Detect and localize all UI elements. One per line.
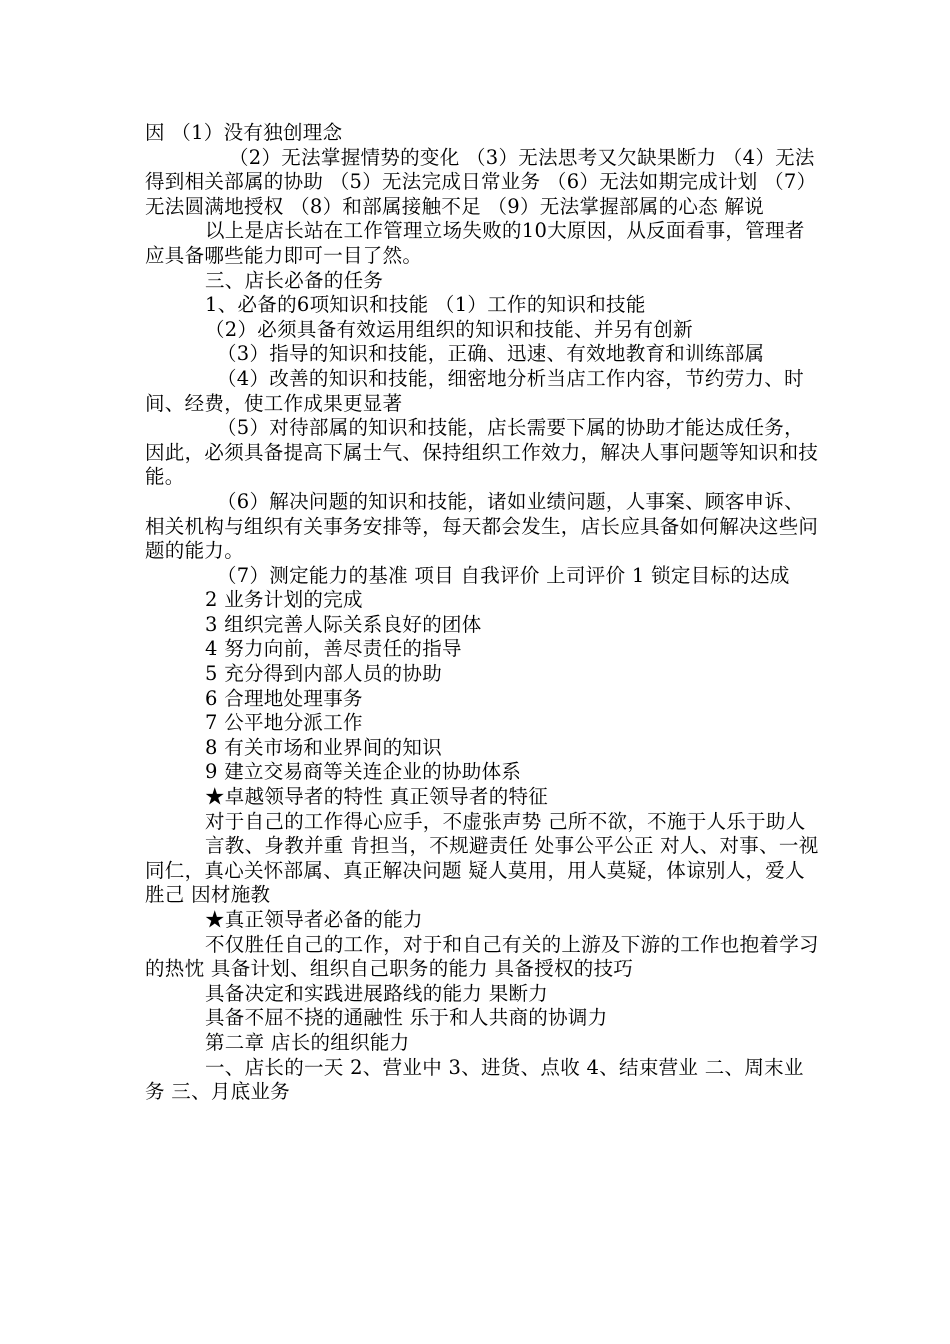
paragraph: 以上是店长站在工作管理立场失败的10大原因，从反面看事，管理者应具备哪些能力即可一目了然。 (145, 219, 805, 267)
section-heading: ★真正领导者必备的能力 (205, 908, 423, 931)
paragraph: 不仅胜任自己的工作，对于和自己有关的上游及下游的工作也抱着学习的热忱 具备计划、组织自己职务的能力 具备授权的技巧 (145, 932, 819, 981)
list-item: 2 业务计划的完成 (205, 588, 363, 612)
paragraph: 言教、身教并重 肯担当，不规避责任 处事公平公正 对人、对事、一视同仁，真心关怀部属、真正解决问题 疑人莫用，用人莫疑，体谅别人，爱人胜己 因材施教 (145, 834, 819, 907)
section-heading: 三、店长必备的任务 (205, 268, 384, 292)
list-item: 8 有关市场和业界间的知识 (205, 735, 443, 759)
chapter-heading: 第二章 店长的组织能力 (205, 1030, 410, 1054)
list-item: 3 组织完善人际关系良好的团体 (205, 612, 482, 636)
paragraph: （7）测定能力的基准 项目 自我评价 上司评价 1 锁定目标的达成 (217, 563, 790, 587)
list-item: 5 充分得到内部人员的协助 (205, 662, 443, 686)
list-item: 6 合理地处理事务 (205, 686, 363, 710)
document-body (145, 121, 820, 1105)
paragraph: 1、必备的6项知识和技能 （1）工作的知识和技能 (205, 293, 646, 317)
paragraph: （2）无法掌握情势的变化 （3）无法思考又欠缺果断力 （4）无法得到相关部属的协助 （5）无法完成日常业务 （6）无法如期完成计划 （7）无法圆满地授权 （8）和部属接触不足 （9）无法掌握部属的心态 解说 (145, 145, 817, 218)
paragraph: （2）必须具备有效运用组织的知识和技能、并另有创新 (205, 317, 693, 341)
paragraph: （4）改善的知识和技能，细密地分析当店工作内容，节约劳力、时间、经费，使工作成果更显著 (145, 366, 804, 415)
paragraph: 具备决定和实践进展路线的能力 果断力 (205, 981, 549, 1005)
list-item: 4 努力向前，善尽责任的指导 (205, 637, 462, 661)
list-item: 7 公平地分派工作 (205, 711, 363, 735)
paragraph: 具备不屈不挠的通融性 乐于和人共商的协调力 (205, 1006, 608, 1030)
list-item: 9 建立交易商等关连企业的协助体系 (205, 760, 522, 784)
paragraph: 一、店长的一天 2、营业中 3、进货、点收 4、结束营业 二、周末业务 三、月底业务 (145, 1055, 804, 1104)
paragraph: （5）对待部属的知识和技能，店长需要下属的协助才能达成任务，因此，必须具备提高下属士气、保持组织工作效力，解决人事问题等知识和技能。 (145, 416, 819, 489)
paragraph: 因 （1）没有独创理念 (145, 121, 343, 144)
paragraph: （3）指导的知识和技能，正确、迅速、有效地教育和训练部属 (217, 342, 765, 366)
paragraph: （6）解决问题的知识和技能，诸如业绩问题，人事案、顾客申诉、相关机构与组织有关事务安排等，每天都会发生，店长应具备如何解决这些问题的能力。 (145, 489, 819, 563)
section-heading: ★卓越领导者的特性 真正领导者的特征 (205, 785, 549, 809)
paragraph: 对于自己的工作得心应手，不虚张声势 己所不欲，不施于人乐于助人 (205, 809, 806, 833)
